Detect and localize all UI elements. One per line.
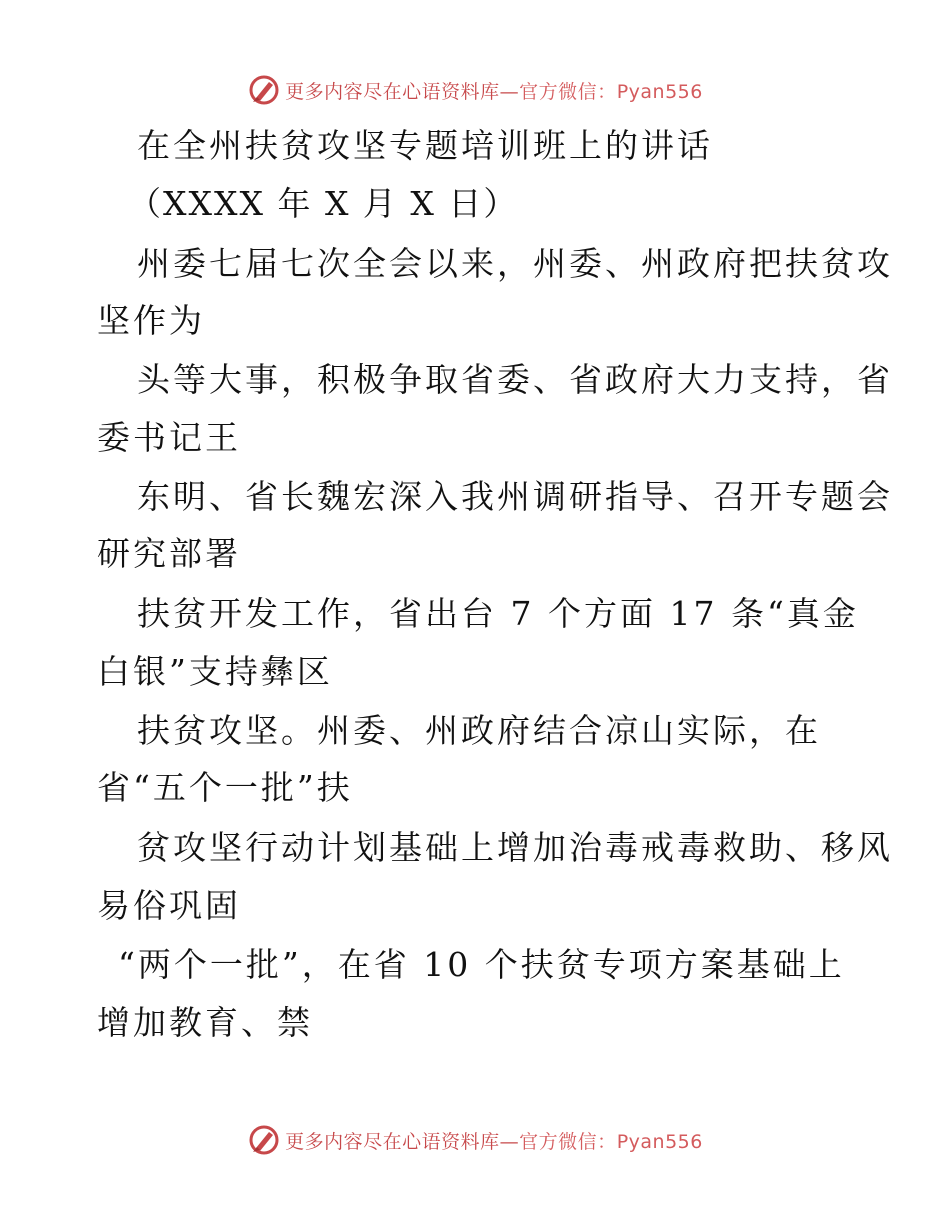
paragraph-line: 易俗巩固 — [97, 886, 241, 925]
watermark-text: 更多内容尽在心语资料库—官方微信：Pyan556 — [285, 1130, 703, 1153]
paragraph-line: 东明、省长魏宏深入我州调研指导、召开专题会 — [137, 477, 893, 516]
paragraph-line: 增加教育、禁 — [97, 1003, 313, 1042]
document-title: 在全州扶贫攻坚专题培训班上的讲话 — [137, 126, 713, 165]
footer-watermark — [0, 1120, 950, 1160]
paragraph-line: 扶贫攻坚。州委、州政府结合凉山实际，在 — [137, 711, 821, 750]
pen-logo-icon — [247, 73, 281, 107]
paragraph-line: 头等大事，积极争取省委、省政府大力支持，省 — [137, 360, 893, 399]
paragraph-line: 州委七届七次全会以来，州委、州政府把扶贫攻 — [137, 244, 893, 283]
header-watermark — [0, 70, 950, 110]
paragraph-line: 委书记王 — [97, 418, 241, 457]
paragraph-line: 贫攻坚行动计划基础上增加治毒戒毒救助、移风 — [137, 828, 893, 867]
pen-logo-icon — [247, 1123, 281, 1157]
paragraph-line: “两个一批”，在省 10 个扶贫专项方案基础上 — [118, 945, 845, 984]
paragraph-line: 扶贫开发工作，省出台 7 个方面 17 条“真金 — [137, 594, 859, 633]
paragraph-line: 白银”支持彝区 — [97, 652, 333, 691]
paragraph-line: 坚作为 — [97, 301, 205, 340]
paragraph-line: 研究部署 — [97, 534, 241, 573]
watermark-text: 更多内容尽在心语资料库—官方微信：Pyan556 — [285, 80, 703, 103]
document-date: （XXXX 年 X 月 X 日） — [128, 184, 519, 223]
paragraph-line: 省“五个一批”扶 — [97, 768, 353, 807]
